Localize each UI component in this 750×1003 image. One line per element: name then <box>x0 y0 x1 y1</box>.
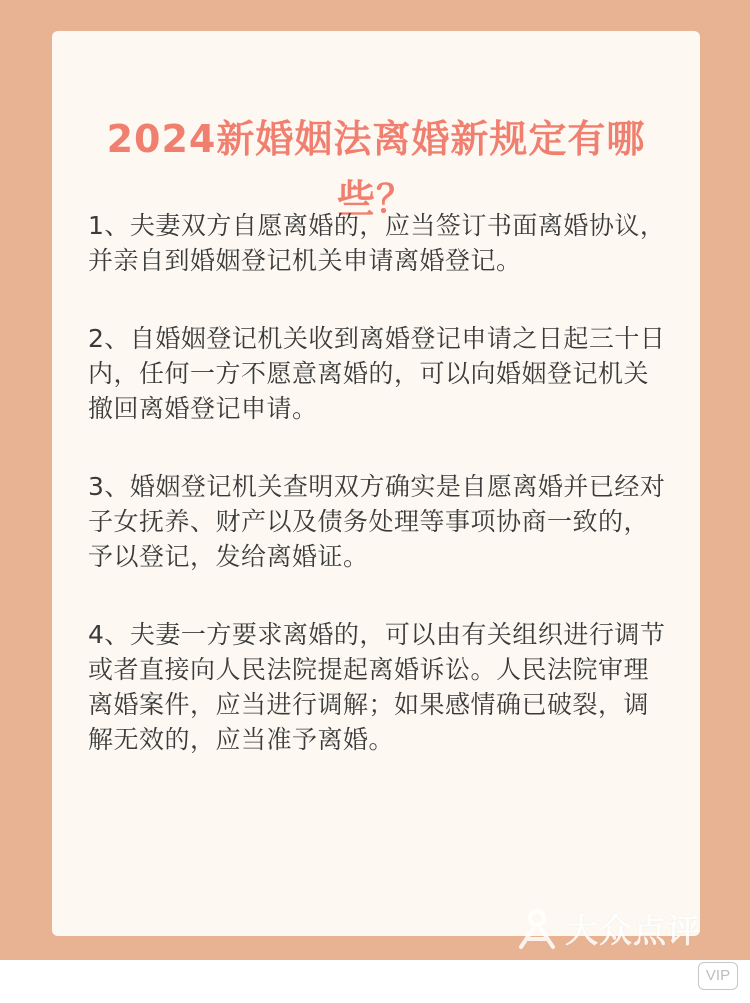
paragraph-1: 1、夫妻双方自愿离婚的，应当签订书面离婚协议，并亲自到婚姻登记机关申请离婚登记。 <box>88 211 666 275</box>
dianping-watermark <box>515 905 701 952</box>
paragraph-2: 2、自婚姻登记机关收到离婚登记申请之日起三十日内，任何一方不愿意离婚的，可以向婚姻登记机关撤回离婚登记申请。 <box>88 324 666 423</box>
dianping-logo-icon <box>515 907 559 951</box>
vip-badge: VIP <box>698 962 738 990</box>
post-title: 2024新婚姻法离婚新规定有哪些？ <box>106 117 646 221</box>
paragraph-4: 4、夫妻一方要求离婚的，可以由有关组织进行调节或者直接向人民法院提起离婚诉讼。人民法院审理离婚案件，应当进行调解；如果感情确已破裂，调解无效的，应当准予离婚。 <box>88 620 666 754</box>
bottom-band <box>0 960 750 1003</box>
content-card <box>52 31 700 936</box>
watermark-text: 大众点评 <box>565 911 701 950</box>
paragraph-3: 3、婚姻登记机关查明双方确实是自愿离婚并已经对子女抚养、财产以及债务处理等事项协商一致的，予以登记，发给离婚证。 <box>88 472 666 571</box>
